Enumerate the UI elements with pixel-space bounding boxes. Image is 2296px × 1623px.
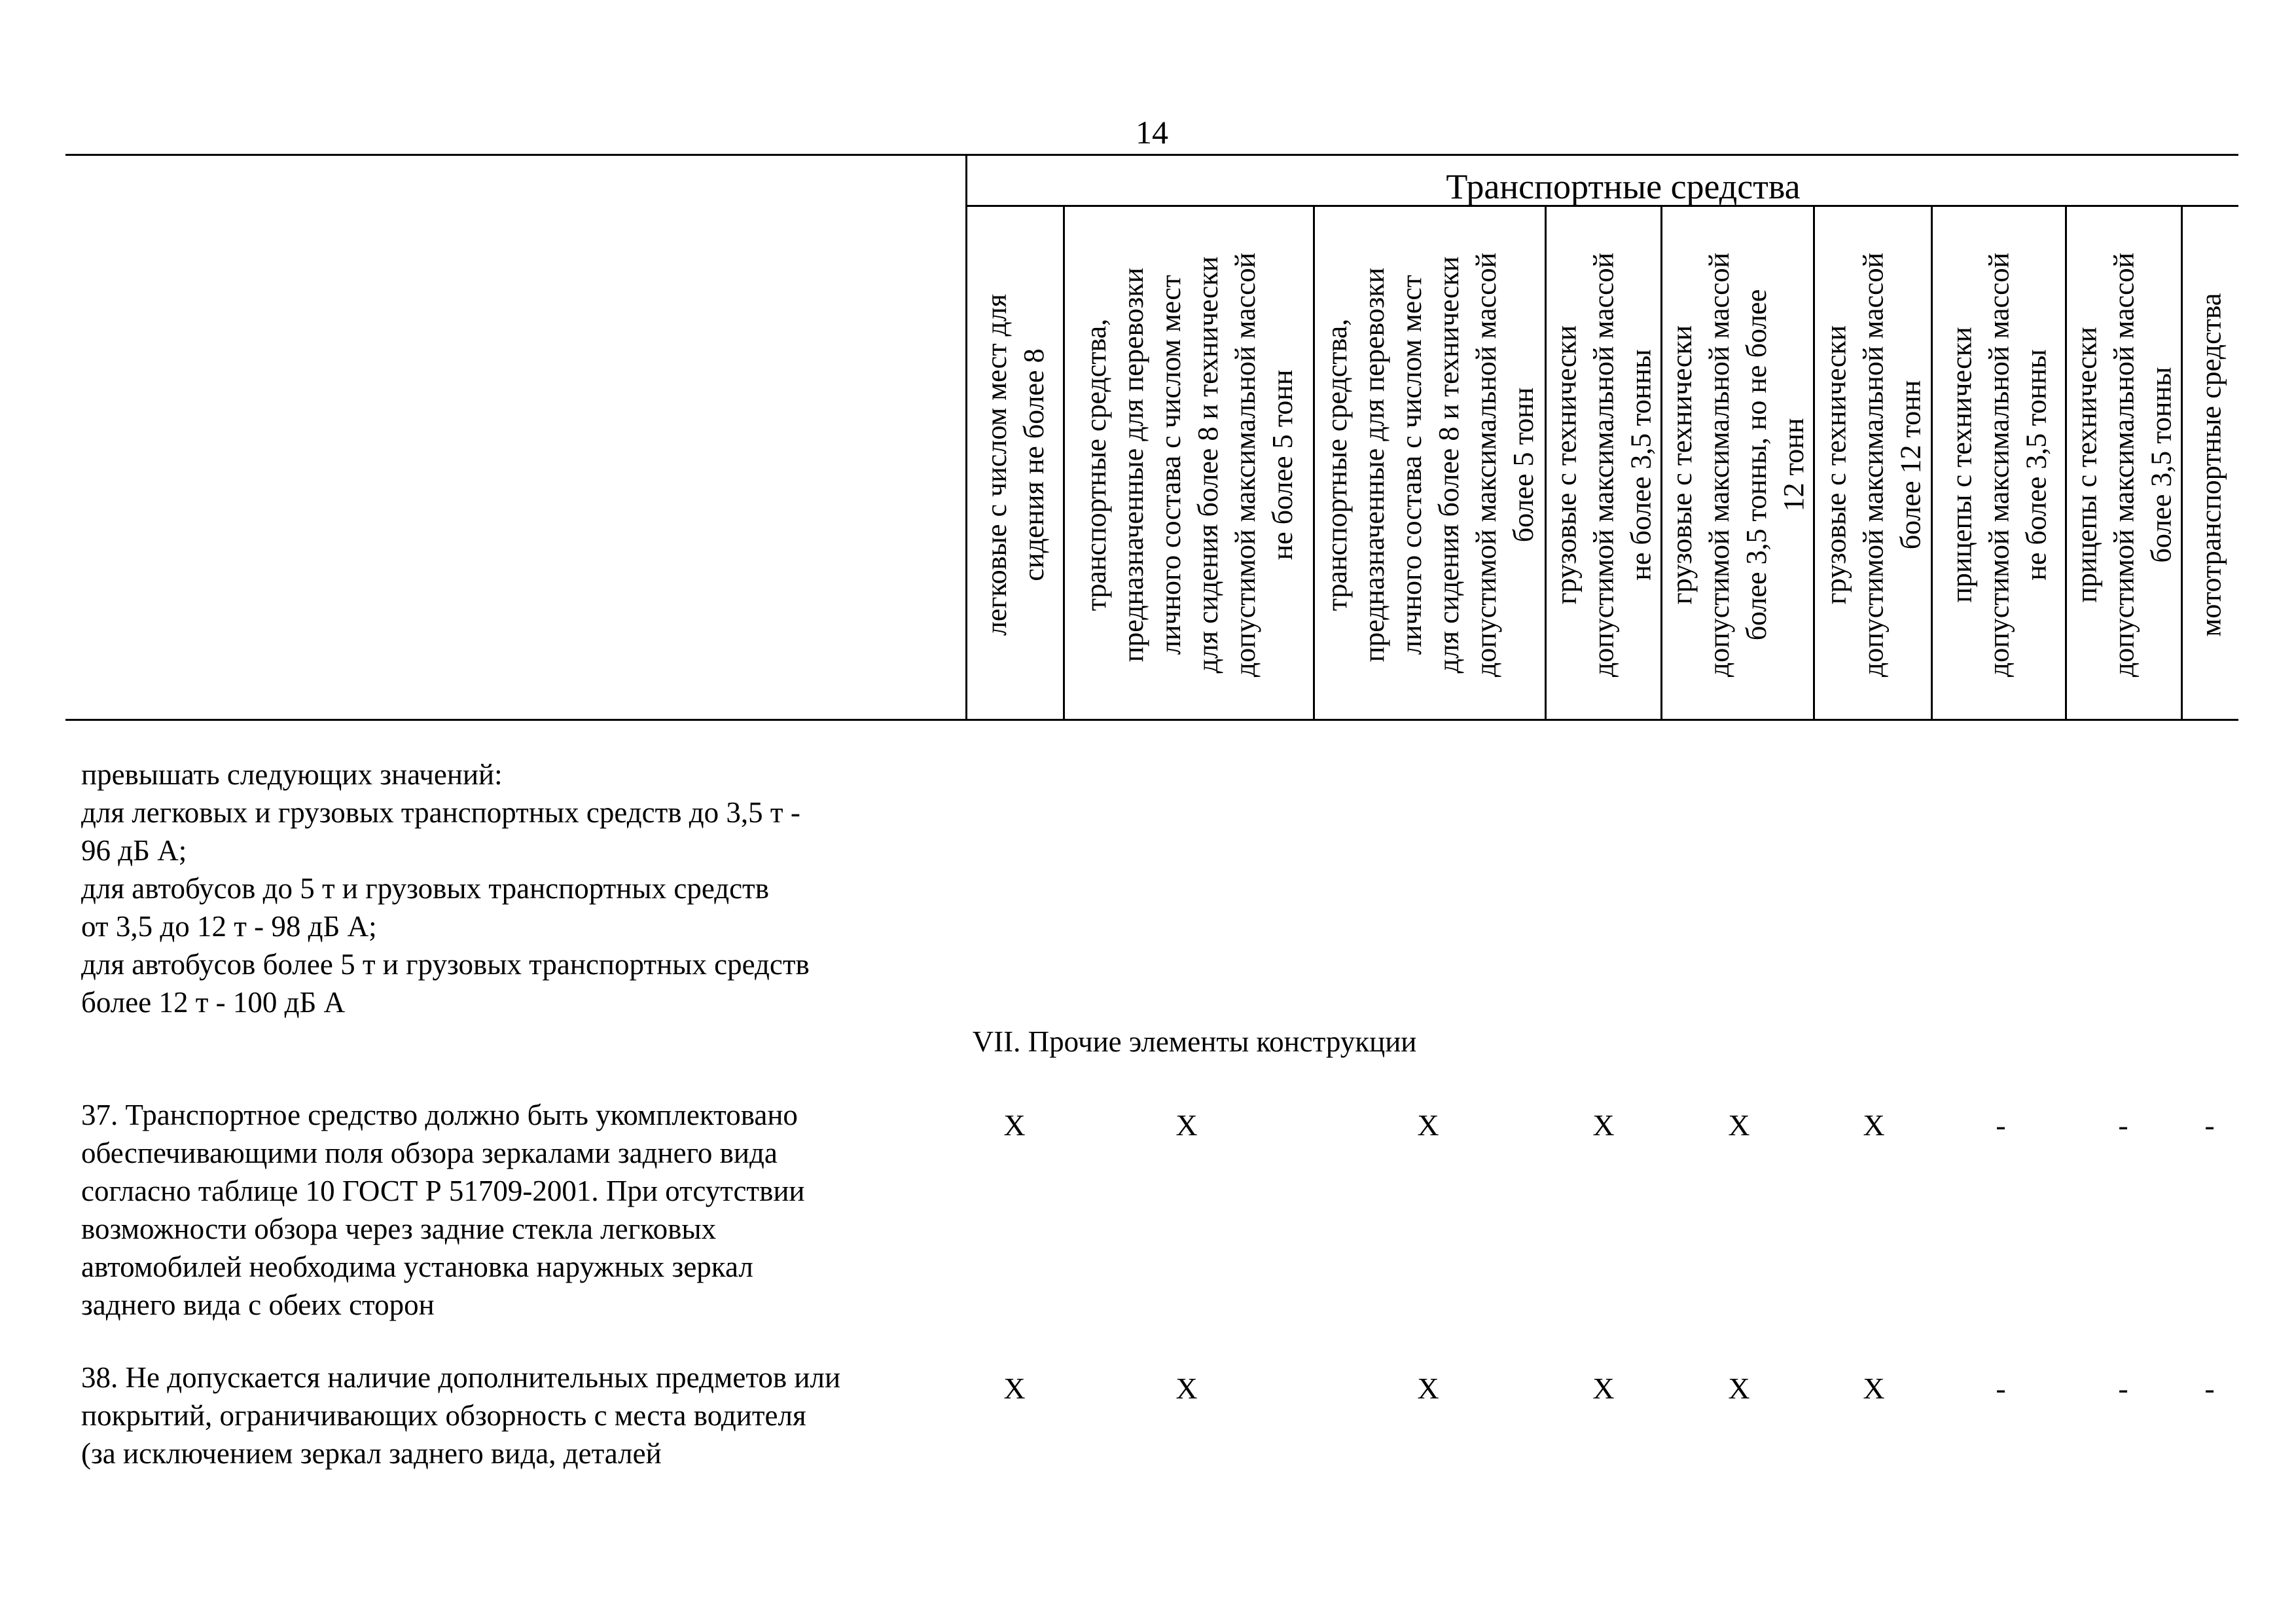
column-header-motorcycles xyxy=(2183,210,2238,720)
column-header-trailers-over-3-5t xyxy=(2067,210,2181,720)
column-header-label: грузовые с технически допустимой максимальной массой более 3,5 тонны, но не более 12 тонн xyxy=(1666,252,1810,678)
column-header-buses-over-5t xyxy=(1315,210,1545,720)
applicability-mark: Х xyxy=(1592,1372,1615,1405)
applicability-mark: Х xyxy=(1863,1372,1885,1405)
applicability-mark: - xyxy=(2118,1108,2128,1142)
column-header-label: грузовые с технически допустимой максимальной массой не более 3,5 тонны xyxy=(1550,252,1657,678)
applicability-mark: - xyxy=(2118,1372,2128,1405)
applicability-mark: Х xyxy=(1175,1372,1198,1405)
column-header-trailers-up-to-3-5t xyxy=(1933,210,2065,720)
column-header-trucks-3-5-to-12t xyxy=(1662,210,1813,720)
column-header-label: грузовые с технически допустимой максимальной массой более 12 тонн xyxy=(1820,252,1926,678)
column-header-label: транспортные средства, предназначенные для перевозки личного состава с числом мест для сидения более 8 и технически допустимой максимальной массой более 5 тонн xyxy=(1320,252,1539,678)
applicability-mark: Х xyxy=(1728,1108,1750,1142)
table-top-rule xyxy=(65,154,2238,156)
column-header-label: прицепы с технически допустимой максимальной массой более 3,5 тонны xyxy=(2070,252,2178,678)
continuation-text: превышать следующих значений: для легковых и грузовых транспортных средств до 3,5 т - 96 дБ А; для автобусов до 5 т и грузовых транспортных средств от 3,5 до 12 т - 98 дБ А; для автобусов более 5 т и грузовых транспортных средств более 12 т - 100 дБ А xyxy=(81,758,810,1019)
column-header-label: прицепы с технически допустимой максимальной массой не более 3,5 тонны xyxy=(1945,252,2053,678)
column-header-label: легковые с числом мест для сидения не более 8 xyxy=(980,293,1050,636)
applicability-mark: Х xyxy=(1417,1108,1439,1142)
column-header-trucks-over-12t xyxy=(1815,210,1931,720)
applicability-mark: Х xyxy=(1003,1108,1026,1142)
applicability-mark: Х xyxy=(1863,1108,1885,1142)
vehicle-group-header: Транспортные средства xyxy=(1446,167,1801,206)
applicability-mark: - xyxy=(1996,1108,2006,1142)
column-header-passenger-cars xyxy=(967,210,1063,720)
applicability-mark: - xyxy=(2204,1108,2215,1142)
applicability-mark: Х xyxy=(1592,1108,1615,1142)
column-header-label: транспортные средства, предназначенные для перевозки личного состава с числом мест для сидения более 8 и технически допустимой максимальной массой не более 5 тонн xyxy=(1079,252,1299,678)
section-title: VII. Прочие элементы конструкции xyxy=(972,1025,1417,1058)
applicability-mark: Х xyxy=(1175,1108,1198,1142)
page-number: 14 xyxy=(1136,114,1168,151)
applicability-mark: - xyxy=(1996,1372,2006,1405)
applicability-mark: Х xyxy=(1417,1372,1439,1405)
item-text: 37. Транспортное средство должно быть укомплектовано обеспечивающими поля обзора зеркалами заднего вида согласно таблице 10 ГОСТ Р 51709-2001. При отсутствии возможности обзора через задние стекла легковых автомобилей необходима установка наружных зеркал заднего вида с обеих сторон xyxy=(81,1099,805,1321)
applicability-mark: - xyxy=(2204,1372,2215,1405)
column-header-trucks-up-to-3-5t xyxy=(1547,210,1660,720)
item-text: 38. Не допускается наличие дополнительных предметов или покрытий, ограничивающих обзорность с места водителя (за исключением зеркал заднего вида, деталей xyxy=(81,1361,841,1470)
applicability-mark: Х xyxy=(1728,1372,1750,1405)
column-header-label: мототранспортные средства xyxy=(2195,293,2227,637)
applicability-mark: Х xyxy=(1003,1372,1026,1405)
column-header-buses-up-to-5t xyxy=(1065,210,1313,720)
